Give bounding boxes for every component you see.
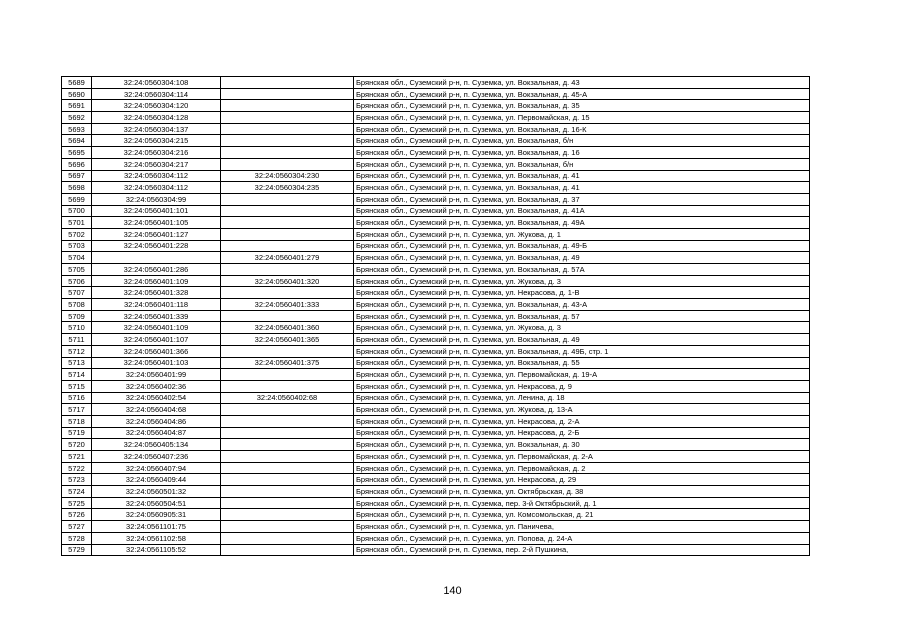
address-cell: Брянская обл., Суземский р-н, п. Суземка, ул. Октябрьская, д. 38	[354, 486, 810, 498]
cadastral-number-cell: 32:24:0560401:109	[92, 322, 221, 334]
table-row	[62, 439, 810, 451]
row-number-cell: 5708	[62, 299, 92, 311]
table-row	[62, 100, 810, 112]
address-cell: Брянская обл., Суземский р-н, п. Суземка, ул. Некрасова, д. 1-В	[354, 287, 810, 299]
table-row	[62, 345, 810, 357]
linked-cadastral-number-cell	[221, 100, 354, 112]
table-row	[62, 112, 810, 124]
linked-cadastral-number-cell	[221, 427, 354, 439]
cadastral-number-cell: 32:24:0560404:86	[92, 415, 221, 427]
cadastral-number-cell: 32:24:0560401:109	[92, 275, 221, 287]
table-row	[62, 521, 810, 533]
linked-cadastral-number-cell	[221, 345, 354, 357]
cadastral-number-cell: 32:24:0560401:339	[92, 310, 221, 322]
cadastral-number-cell: 32:24:0560401:103	[92, 357, 221, 369]
cadastral-number-cell: 32:24:0560401:328	[92, 287, 221, 299]
linked-cadastral-number-cell	[221, 404, 354, 416]
address-cell: Брянская обл., Суземский р-н, п. Суземка, ул. Некрасова, д. 9	[354, 380, 810, 392]
registry-table	[61, 76, 810, 556]
table-row	[62, 334, 810, 346]
table-row	[62, 252, 810, 264]
table-row	[62, 380, 810, 392]
address-cell: Брянская обл., Суземский р-н, п. Суземка, ул. Вокзальная, д. 35	[354, 100, 810, 112]
linked-cadastral-number-cell	[221, 474, 354, 486]
address-cell: Брянская обл., Суземский р-н, п. Суземка, ул. Первомайская, д. 2	[354, 462, 810, 474]
table-row	[62, 123, 810, 135]
cadastral-number-cell: 32:24:0560304:112	[92, 170, 221, 182]
table-row	[62, 404, 810, 416]
address-cell: Брянская обл., Суземский р-н, п. Суземка, ул. Некрасова, д. 2-А	[354, 415, 810, 427]
row-number-cell: 5701	[62, 217, 92, 229]
cadastral-number-cell: 32:24:0560504:51	[92, 497, 221, 509]
linked-cadastral-number-cell: 32:24:0560401:360	[221, 322, 354, 334]
linked-cadastral-number-cell	[221, 135, 354, 147]
table-row	[62, 509, 810, 521]
linked-cadastral-number-cell	[221, 415, 354, 427]
linked-cadastral-number-cell	[221, 369, 354, 381]
row-number-cell: 5697	[62, 170, 92, 182]
address-cell: Брянская обл., Суземский р-н, п. Суземка, ул. Первомайская, д. 15	[354, 112, 810, 124]
linked-cadastral-number-cell	[221, 451, 354, 463]
address-cell: Брянская обл., Суземский р-н, п. Суземка, ул. Вокзальная, д. 16-К	[354, 123, 810, 135]
address-cell: Брянская обл., Суземский р-н, п. Суземка, ул. Жукова, д. 13-А	[354, 404, 810, 416]
address-cell: Брянская обл., Суземский р-н, п. Суземка, ул. Вокзальная, д. 43-А	[354, 299, 810, 311]
row-number-cell: 5720	[62, 439, 92, 451]
row-number-cell: 5719	[62, 427, 92, 439]
linked-cadastral-number-cell: 32:24:0560304:235	[221, 182, 354, 194]
row-number-cell: 5713	[62, 357, 92, 369]
cadastral-number-cell: 32:24:0560304:137	[92, 123, 221, 135]
cadastral-number-cell: 32:24:0560304:215	[92, 135, 221, 147]
row-number-cell: 5722	[62, 462, 92, 474]
cadastral-number-cell: 32:24:0560401:118	[92, 299, 221, 311]
cadastral-number-cell: 32:24:0560905:31	[92, 509, 221, 521]
cadastral-number-cell: 32:24:0560304:114	[92, 88, 221, 100]
address-cell: Брянская обл., Суземский р-н, п. Суземка, ул. Некрасова, д. 29	[354, 474, 810, 486]
address-cell: Брянская обл., Суземский р-н, п. Суземка, ул. Вокзальная, б/н	[354, 158, 810, 170]
linked-cadastral-number-cell	[221, 439, 354, 451]
linked-cadastral-number-cell: 32:24:0560401:375	[221, 357, 354, 369]
linked-cadastral-number-cell	[221, 147, 354, 159]
linked-cadastral-number-cell	[221, 462, 354, 474]
linked-cadastral-number-cell: 32:24:0560304:230	[221, 170, 354, 182]
table-row	[62, 392, 810, 404]
cadastral-number-cell: 32:24:0560409:44	[92, 474, 221, 486]
cadastral-number-cell: 32:24:0561102:58	[92, 532, 221, 544]
cadastral-number-cell: 32:24:0560304:112	[92, 182, 221, 194]
linked-cadastral-number-cell	[221, 287, 354, 299]
table-row	[62, 451, 810, 463]
table-row	[62, 299, 810, 311]
table-row	[62, 462, 810, 474]
table-row	[62, 228, 810, 240]
linked-cadastral-number-cell	[221, 509, 354, 521]
linked-cadastral-number-cell	[221, 193, 354, 205]
address-cell: Брянская обл., Суземский р-н, п. Суземка, ул. Вокзальная, д. 41	[354, 182, 810, 194]
row-number-cell: 5714	[62, 369, 92, 381]
row-number-cell: 5705	[62, 264, 92, 276]
cadastral-number-cell: 32:24:0560304:217	[92, 158, 221, 170]
address-cell: Брянская обл., Суземский р-н, п. Суземка, ул. Комсомольская, д. 21	[354, 509, 810, 521]
address-cell: Брянская обл., Суземский р-н, п. Суземка, ул. Вокзальная, д. 49А	[354, 217, 810, 229]
linked-cadastral-number-cell	[221, 486, 354, 498]
table-row	[62, 532, 810, 544]
linked-cadastral-number-cell: 32:24:0560402:68	[221, 392, 354, 404]
cadastral-number-cell: 32:24:0560401:105	[92, 217, 221, 229]
linked-cadastral-number-cell	[221, 544, 354, 556]
cadastral-number-cell: 32:24:0560401:286	[92, 264, 221, 276]
row-number-cell: 5698	[62, 182, 92, 194]
table-row	[62, 77, 810, 89]
linked-cadastral-number-cell	[221, 380, 354, 392]
address-cell: Брянская обл., Суземский р-н, п. Суземка, ул. Вокзальная, д. 16	[354, 147, 810, 159]
address-cell: Брянская обл., Суземский р-н, п. Суземка, ул. Вокзальная, д. 30	[354, 439, 810, 451]
cadastral-number-cell: 32:24:0560401:99	[92, 369, 221, 381]
address-cell: Брянская обл., Суземский р-н, п. Суземка, ул. Вокзальная, д. 37	[354, 193, 810, 205]
linked-cadastral-number-cell: 32:24:0560401:279	[221, 252, 354, 264]
table-row	[62, 147, 810, 159]
row-number-cell: 5704	[62, 252, 92, 264]
row-number-cell: 5729	[62, 544, 92, 556]
page-number: 140	[443, 585, 462, 597]
table-row	[62, 135, 810, 147]
linked-cadastral-number-cell: 32:24:0560401:333	[221, 299, 354, 311]
table-row	[62, 427, 810, 439]
table-row	[62, 474, 810, 486]
address-cell: Брянская обл., Суземский р-н, п. Суземка, ул. Вокзальная, д. 49Б, стр. 1	[354, 345, 810, 357]
cadastral-number-cell: 32:24:0560407:236	[92, 451, 221, 463]
row-number-cell: 5725	[62, 497, 92, 509]
row-number-cell: 5711	[62, 334, 92, 346]
cadastral-number-cell: 32:24:0560402:36	[92, 380, 221, 392]
linked-cadastral-number-cell	[221, 77, 354, 89]
row-number-cell: 5700	[62, 205, 92, 217]
row-number-cell: 5718	[62, 415, 92, 427]
cadastral-number-cell: 32:24:0560405:134	[92, 439, 221, 451]
linked-cadastral-number-cell	[221, 158, 354, 170]
address-cell: Брянская обл., Суземский р-н, п. Суземка, ул. Жукова, д. 3	[354, 322, 810, 334]
row-number-cell: 5696	[62, 158, 92, 170]
cadastral-number-cell: 32:24:0560407:94	[92, 462, 221, 474]
table-row	[62, 240, 810, 252]
row-number-cell: 5715	[62, 380, 92, 392]
cadastral-number-cell: 32:24:0560402:54	[92, 392, 221, 404]
address-cell: Брянская обл., Суземский р-н, п. Суземка, ул. Вокзальная, д. 45-А	[354, 88, 810, 100]
address-cell: Брянская обл., Суземский р-н, п. Суземка, пер. 2-й Пушкина,	[354, 544, 810, 556]
linked-cadastral-number-cell	[221, 217, 354, 229]
address-cell: Брянская обл., Суземский р-н, п. Суземка, ул. Вокзальная, д. 49	[354, 252, 810, 264]
address-cell: Брянская обл., Суземский р-н, п. Суземка, ул. Вокзальная, д. 57А	[354, 264, 810, 276]
table-row	[62, 264, 810, 276]
address-cell: Брянская обл., Суземский р-н, п. Суземка, ул. Вокзальная, д. 43	[354, 77, 810, 89]
cadastral-number-cell: 32:24:0560401:366	[92, 345, 221, 357]
row-number-cell: 5721	[62, 451, 92, 463]
table-row	[62, 415, 810, 427]
cadastral-number-cell: 32:24:0560304:108	[92, 77, 221, 89]
linked-cadastral-number-cell	[221, 240, 354, 252]
cadastral-number-cell: 32:24:0560501:32	[92, 486, 221, 498]
address-cell: Брянская обл., Суземский р-н, п. Суземка, ул. Вокзальная, д. 57	[354, 310, 810, 322]
row-number-cell: 5691	[62, 100, 92, 112]
linked-cadastral-number-cell	[221, 123, 354, 135]
address-cell: Брянская обл., Суземский р-н, п. Суземка, ул. Жукова, д. 1	[354, 228, 810, 240]
cadastral-number-cell: 32:24:0560304:216	[92, 147, 221, 159]
row-number-cell: 5717	[62, 404, 92, 416]
row-number-cell: 5702	[62, 228, 92, 240]
cadastral-number-cell: 32:24:0560401:127	[92, 228, 221, 240]
cadastral-number-cell: 32:24:0560304:128	[92, 112, 221, 124]
cadastral-number-cell: 32:24:0560401:228	[92, 240, 221, 252]
cadastral-number-cell: 32:24:0560304:99	[92, 193, 221, 205]
address-cell: Брянская обл., Суземский р-н, п. Суземка, ул. Первомайская, д. 19-А	[354, 369, 810, 381]
address-cell: Брянская обл., Суземский р-н, п. Суземка, ул. Попова, д. 24-А	[354, 532, 810, 544]
cadastral-number-cell: 32:24:0560401:101	[92, 205, 221, 217]
row-number-cell: 5694	[62, 135, 92, 147]
table-row	[62, 310, 810, 322]
row-number-cell: 5716	[62, 392, 92, 404]
row-number-cell: 5724	[62, 486, 92, 498]
linked-cadastral-number-cell	[221, 205, 354, 217]
linked-cadastral-number-cell	[221, 532, 354, 544]
linked-cadastral-number-cell: 32:24:0560401:365	[221, 334, 354, 346]
table-row	[62, 205, 810, 217]
row-number-cell: 5689	[62, 77, 92, 89]
table-row	[62, 182, 810, 194]
table-row	[62, 170, 810, 182]
address-cell: Брянская обл., Суземский р-н, п. Суземка, ул. Первомайская, д. 2-А	[354, 451, 810, 463]
address-cell: Брянская обл., Суземский р-н, п. Суземка, ул. Вокзальная, д. 41	[354, 170, 810, 182]
row-number-cell: 5723	[62, 474, 92, 486]
linked-cadastral-number-cell	[221, 112, 354, 124]
table-row	[62, 497, 810, 509]
table-row	[62, 357, 810, 369]
table-row	[62, 158, 810, 170]
address-cell: Брянская обл., Суземский р-н, п. Суземка, ул. Ленина, д. 18	[354, 392, 810, 404]
row-number-cell: 5699	[62, 193, 92, 205]
row-number-cell: 5727	[62, 521, 92, 533]
linked-cadastral-number-cell	[221, 228, 354, 240]
table-row	[62, 193, 810, 205]
address-cell: Брянская обл., Суземский р-н, п. Суземка, ул. Некрасова, д. 2-Б	[354, 427, 810, 439]
row-number-cell: 5703	[62, 240, 92, 252]
row-number-cell: 5695	[62, 147, 92, 159]
cadastral-number-cell: 32:24:0560401:107	[92, 334, 221, 346]
cadastral-number-cell: 32:24:0560404:87	[92, 427, 221, 439]
cadastral-number-cell: 32:24:0561101:75	[92, 521, 221, 533]
address-cell: Брянская обл., Суземский р-н, п. Суземка, ул. Жукова, д. 3	[354, 275, 810, 287]
address-cell: Брянская обл., Суземский р-н, п. Суземка, ул. Паничева,	[354, 521, 810, 533]
cadastral-number-cell	[92, 252, 221, 264]
address-cell: Брянская обл., Суземский р-н, п. Суземка, ул. Вокзальная, д. 49	[354, 334, 810, 346]
cadastral-number-cell: 32:24:0560304:120	[92, 100, 221, 112]
linked-cadastral-number-cell	[221, 521, 354, 533]
linked-cadastral-number-cell: 32:24:0560401:320	[221, 275, 354, 287]
row-number-cell: 5709	[62, 310, 92, 322]
address-cell: Брянская обл., Суземский р-н, п. Суземка, пер. 3-й Октябрьский, д. 1	[354, 497, 810, 509]
address-cell: Брянская обл., Суземский р-н, п. Суземка, ул. Вокзальная, д. 55	[354, 357, 810, 369]
registry-table-body	[62, 77, 810, 556]
row-number-cell: 5690	[62, 88, 92, 100]
address-cell: Брянская обл., Суземский р-н, п. Суземка, ул. Вокзальная, д. 49-Б	[354, 240, 810, 252]
cadastral-number-cell: 32:24:0560404:68	[92, 404, 221, 416]
row-number-cell: 5693	[62, 123, 92, 135]
row-number-cell: 5710	[62, 322, 92, 334]
linked-cadastral-number-cell	[221, 310, 354, 322]
row-number-cell: 5728	[62, 532, 92, 544]
table-row	[62, 322, 810, 334]
row-number-cell: 5726	[62, 509, 92, 521]
linked-cadastral-number-cell	[221, 497, 354, 509]
table-row	[62, 275, 810, 287]
row-number-cell: 5712	[62, 345, 92, 357]
linked-cadastral-number-cell	[221, 264, 354, 276]
row-number-cell: 5707	[62, 287, 92, 299]
linked-cadastral-number-cell	[221, 88, 354, 100]
table-row	[62, 486, 810, 498]
cadastral-number-cell: 32:24:0561105:52	[92, 544, 221, 556]
table-row	[62, 369, 810, 381]
table-row	[62, 88, 810, 100]
address-cell: Брянская обл., Суземский р-н, п. Суземка, ул. Вокзальная, б/н	[354, 135, 810, 147]
row-number-cell: 5706	[62, 275, 92, 287]
table-row	[62, 217, 810, 229]
row-number-cell: 5692	[62, 112, 92, 124]
table-row	[62, 287, 810, 299]
table-row	[62, 544, 810, 556]
address-cell: Брянская обл., Суземский р-н, п. Суземка, ул. Вокзальная, д. 41А	[354, 205, 810, 217]
